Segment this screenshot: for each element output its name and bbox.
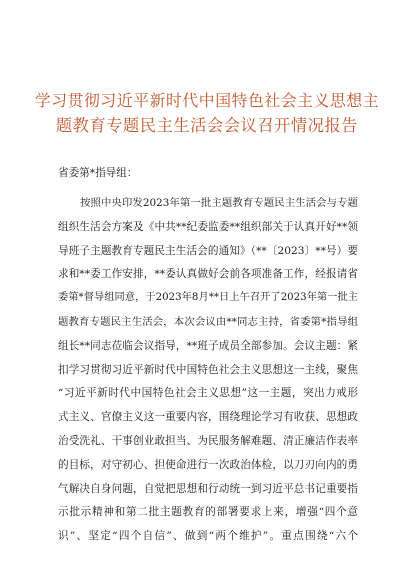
document-title	[34, 88, 380, 138]
body-line: 求和**委工作安排，**委认真做好会前各项准备工作，经报请省	[58, 268, 358, 281]
body-line: “习近平新时代中国特色社会主义思想”这一主题，突出力戒形	[58, 387, 358, 400]
body-line: 题教育专题民主生活会，本次会议由**同志主持，省委第*指导组	[58, 315, 358, 328]
body-line: 组织生活会方案及《中共**纪委监委**组织部关于认真开好**领	[58, 220, 358, 233]
body-line: 示批示精神和第二批主题教育的部署要求上来，增强“四个意	[58, 506, 358, 519]
body-line: 组长**同志莅临会议指导，**班子成员全部参加。会议主题：紧	[58, 339, 358, 352]
title-line: 题教育专题民主生活会会议召开情况报告	[55, 116, 359, 135]
body-line: 气解决自身问题，自觉把思想和行动统一到习近平总书记重要指	[58, 482, 358, 495]
body-line: 按照中央印发2023年第一批主题教育专题民主生活会与专题	[80, 197, 358, 209]
body-paragraph	[58, 196, 358, 553]
body-line: 治受洗礼、干事创业敢担当、为民服务解难题、清正廉洁作表率	[58, 434, 358, 447]
salutation: 省委第*指导组：	[58, 167, 138, 179]
body-line: 式主义、官僚主义这一重要内容，围绕理论学习有收获、思想政	[58, 411, 358, 424]
body-line: 导班子主题教育专题民主生活会的通知》（**〔2023〕**号）要	[58, 244, 358, 257]
title-line: 学习贯彻习近平新时代中国特色社会主义思想主	[34, 91, 380, 110]
body-line: 扣学习贯彻习近平新时代中国特色社会主义思想这一主线，聚焦	[58, 363, 358, 376]
body-line: 识”、坚定“四个自信”、做到“两个维护”。重点围绕“六个	[58, 530, 358, 543]
body-line: 的目标，对守初心、担使命进行一次政治体检，以刀刃向内的勇	[58, 458, 358, 471]
body-line: 委第*督导组同意，于2023年8月**日上午召开了2023年第一批主	[58, 292, 358, 304]
